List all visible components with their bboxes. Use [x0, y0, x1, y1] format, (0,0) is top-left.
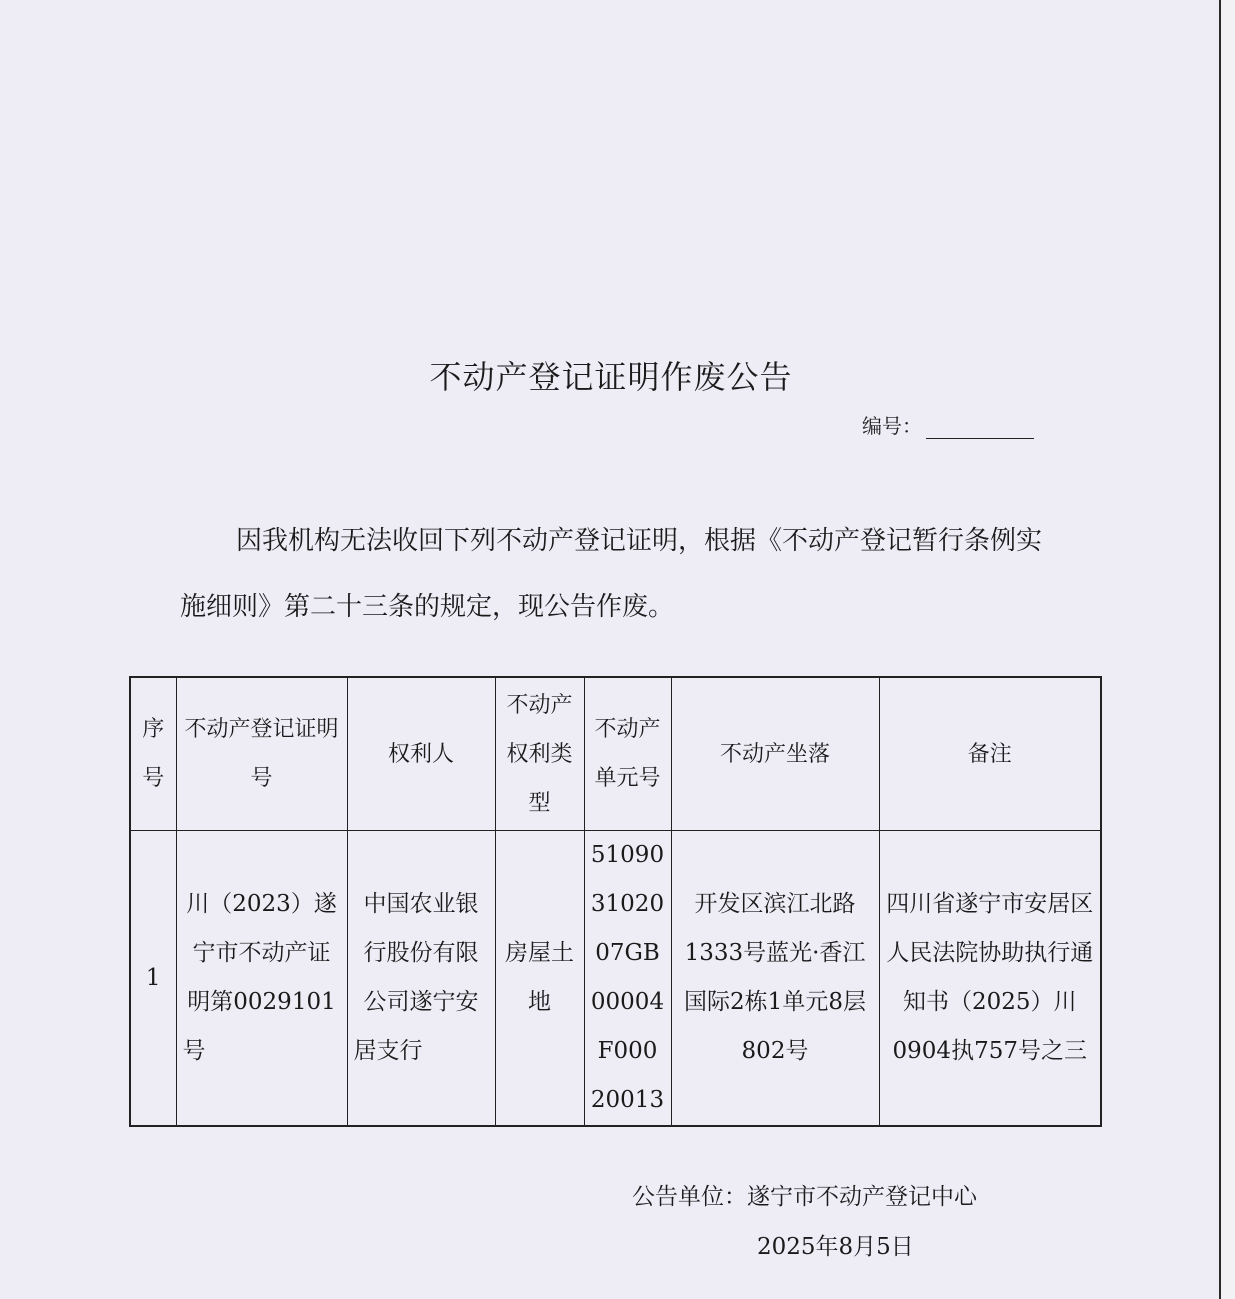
header-location: 不动产坐落: [671, 677, 879, 831]
header-remark: 备注: [879, 677, 1101, 831]
document-title: 不动产登记证明作废公告: [429, 358, 793, 396]
certificate-table: [129, 676, 1102, 1127]
header-cert-no: 不动产登记证明号: [176, 677, 347, 831]
issue-date: 2025年8月5日: [757, 1234, 914, 1260]
issuing-organization: 公告单位：遂宁市不动产登记中心: [632, 1184, 977, 1210]
notice-paragraph: [180, 508, 1060, 640]
header-index: 序号: [130, 677, 176, 831]
cell-index: 1: [130, 831, 176, 1127]
table-header-row: [130, 677, 1101, 831]
cell-unit-no: 510903102007GB00004F00020013: [584, 831, 671, 1127]
header-right-type: 不动产权利类型: [495, 677, 584, 831]
header-unit-no: 不动产单元号: [584, 677, 671, 831]
cell-cert-no: 川（2023）遂宁市不动产证明第0029101号: [176, 831, 347, 1127]
serial-label: 编号：: [862, 414, 922, 438]
cell-location: 开发区滨江北路1333号蓝光·香江国际2栋1单元8层802号: [671, 831, 879, 1127]
cell-holder: 中国农业银行股份有限公司遂宁安居支行: [347, 831, 495, 1127]
notice-paragraph-text: 因我机构无法收回下列不动产登记证明，根据《不动产登记暂行条例实施细则》第二十三条的规定，现公告作废。: [180, 526, 1043, 622]
serial-blank-line: [926, 416, 1034, 439]
page-edge: [1219, 0, 1235, 1299]
cell-right-type: 房屋土地: [495, 831, 584, 1127]
serial-number: [862, 410, 1034, 439]
table-row: [130, 831, 1101, 1127]
cell-remark: 四川省遂宁市安居区人民法院协助执行通知书（2025）川0904执757号之三: [879, 831, 1101, 1127]
header-holder: 权利人: [347, 677, 495, 831]
